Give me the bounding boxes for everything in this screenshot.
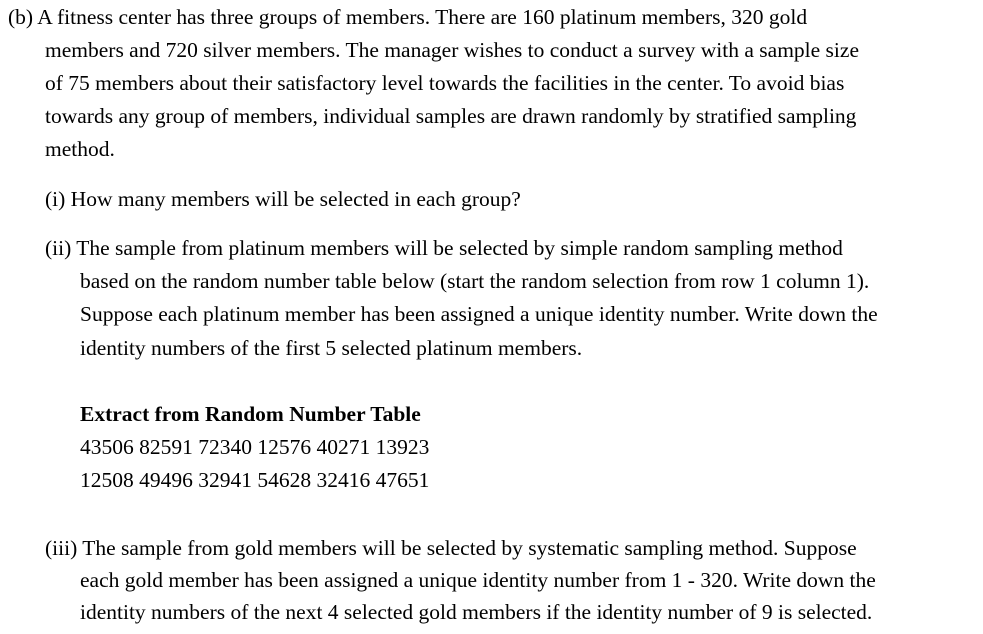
- part-b-line-3: of 75 members about their satisfactory level towards the facilities in the center. To avoid bias: [45, 71, 845, 95]
- part-b-line-5: method.: [45, 137, 115, 161]
- question-ii-line-4: identity numbers of the first 5 selected platinum members.: [80, 336, 583, 360]
- random-table-row-1: 43506 82591 72340 12576 40271 13923: [80, 435, 430, 459]
- question-ii-line-1: (ii) The sample from platinum members will be selected by simple random sampling method: [45, 236, 843, 260]
- random-table-row-2: 12508 49496 32941 54628 32416 47651: [80, 468, 430, 492]
- question-iii-line-3: identity numbers of the next 4 selected gold members if the identity number of 9 is selected.: [80, 600, 873, 624]
- random-table-title: Extract from Random Number Table: [80, 402, 421, 426]
- question-i-line-1: (i) How many members will be selected in each group?: [45, 187, 521, 211]
- part-b-line-1: (b) A fitness center has three groups of members. There are 160 platinum members, 320 gold: [8, 5, 808, 29]
- question-iii-line-1: (iii) The sample from gold members will be selected by systematic sampling method. Suppose: [45, 536, 857, 560]
- question-iii-line-2: each gold member has been assigned a unique identity number from 1 - 320. Write down the: [80, 568, 876, 592]
- part-b-line-4: towards any group of members, individual samples are drawn randomly by stratified sampling: [45, 104, 857, 128]
- question-ii-line-2: based on the random number table below (start the random selection from row 1 column 1).: [80, 269, 870, 293]
- question-ii-line-3: Suppose each platinum member has been assigned a unique identity number. Write down the: [80, 302, 878, 326]
- part-b-line-2: members and 720 silver members. The manager wishes to conduct a survey with a sample size: [45, 38, 859, 62]
